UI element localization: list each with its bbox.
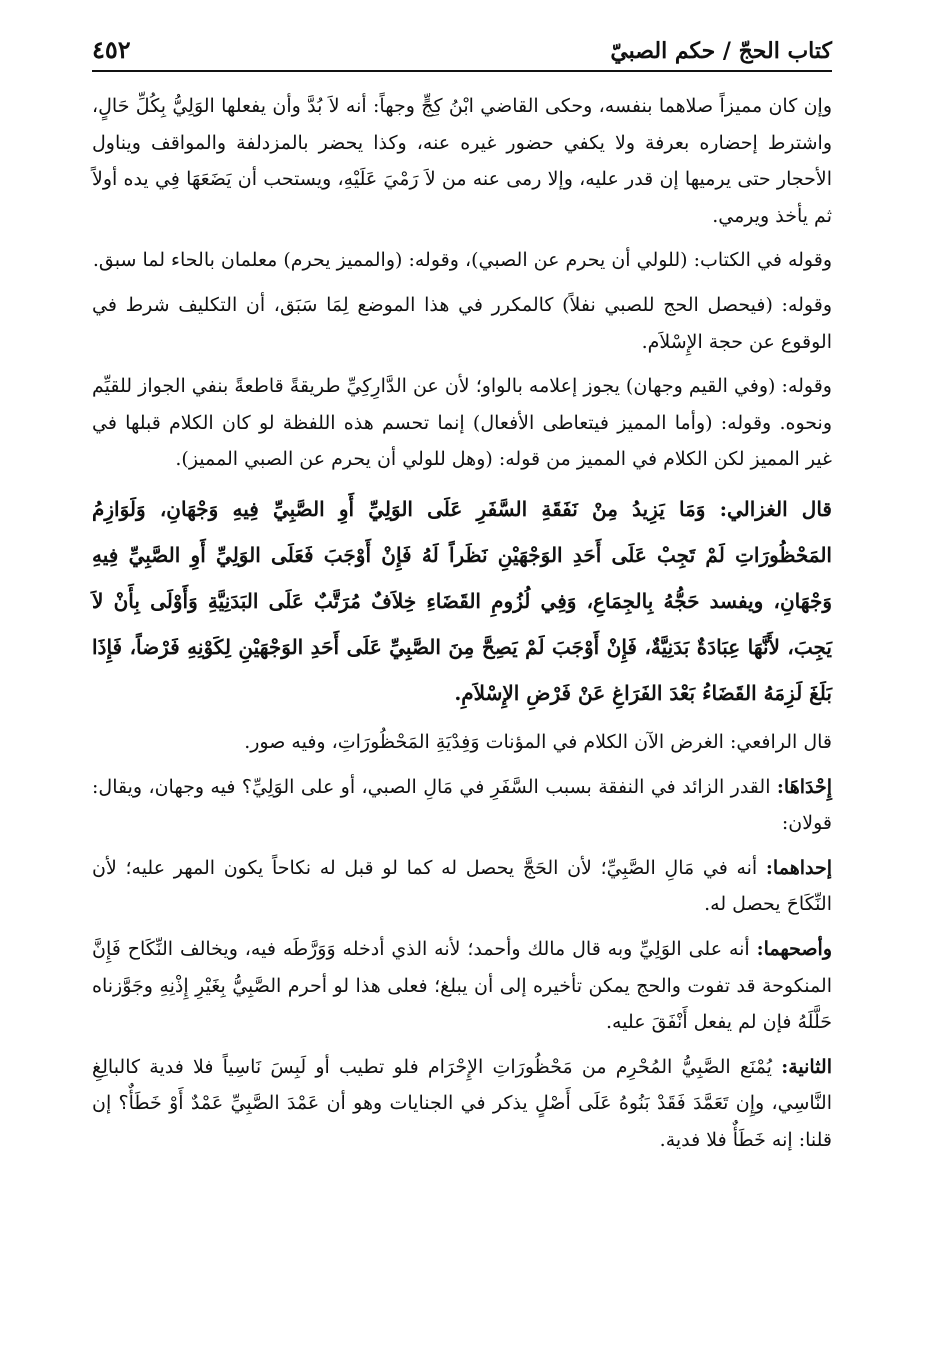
page-header: [92, 28, 832, 72]
paragraph-8: [92, 850, 832, 923]
paragraph-text: القدر الزائد في النفقة بسبب السَّفَرِ في مَالِ الصبي، أو على الوَلِيِّ؟ فيه وجهان، ويقال: قولان:: [92, 775, 832, 835]
running-title: كتاب الحجّ / حكم الصبيّ: [610, 38, 832, 64]
paragraph-9: [92, 931, 832, 1041]
paragraph-text: وقوله: (فيحصل الحج للصبي نفلاً) كالمكرر في هذا الموضع لِمَا سَبَق، أن التكليف شرط في الوقوع عن حجة الإِسْلاَم.: [92, 293, 832, 353]
paragraph-lead: إحداهما:: [765, 856, 832, 879]
page-number: ٤٥٢: [92, 35, 131, 64]
paragraph-lead: الثانية:: [781, 1055, 832, 1078]
paragraph-text: وإن كان مميزاً صلاهما بنفسه، وحكى القاضي ابْنُ كِجٍّ وجهاً: أنه لاَ بُدَّ وأن يفعلها الوَلِيُّ بِكُلِّ حَالٍ، واشترط إحضاره بعرفة ولا يكفي حضور غيره عنه، وكذا يحضر بالمزدلفة والمواقف ويناول الأحجار حتى يرميها إن قدر عليه، وإلا رمى عنه من لاَ رَمْيَ عَلَيْهِ، ويستحب أن يَضَعَهَا فِي يده أولاً ثم يأخذ ويرمي.: [92, 95, 832, 227]
paragraph-text: وقوله: (وفي القيم وجهان) يجوز إعلامه بالواو؛ لأن عن الدَّارِكِيِّ طريقةً قاطعةً بنفي الجواز للقيِّم ونحوه. وقوله: (وأما المميز فيتعاطى الأفعال) إنما تحسم هذه اللفظة لو كان الكلام قبلها في غير المميز لكن الكلام في المميز من قوله: (وهل للولي أن يحرم عن الصبي المميز).: [92, 375, 832, 471]
paragraph-text: يُمْنَع الصَّبِيُّ المُحْرِم من مَحْظُورَاتِ الإِحْرَام فلو تطيب أو لَبِسَ نَاسِياً فلا فدية كالبالِغِ النَّاسِي، وإِن تَعَمَّدَ فَقَدْ بَنُوهُ عَلَى أَصْلٍ يذكر في الجنايات وهو أن عَمْدَ الصَّبِيِّ عَمْدٌ أَوْ خَطَأٌ؟ إن قلنا: إنه خَطَأٌ فلا فدية.: [92, 1055, 832, 1151]
paragraph-4: [92, 368, 832, 478]
ghazali-quote-paragraph: [92, 486, 832, 716]
paragraph-text: قال الغزالي: وَمَا يَزِيدُ مِنْ نَفَقَةِ السَّفَرِ عَلَى الوَلِيِّ أَوِ الصَّبِيِّ فِيهِ وَجْهَانِ، وَلَوَازِمُ المَحْظُورَاتِ لَمْ تَجِبْ عَلَى أَحَدِ الوَجْهَيْنِ نَظَراً لَهُ فَإِنْ أَوْجَبَ فَعَلَى الوَلِيِّ أَوِ الصَّبِيِّ فِيهِ وَجْهَانِ، ويفسد حَجُّهُ بِالجِمَاعِ، وَفِي لُزُومِ القَضَاءِ خِلاَفٌ مُرَتَّبٌ عَلَى البَدَنِيَّةِ وَأَوْلَى بِأَنْ لاَ يَجِبَ، لأَنَّهَا عِبَادَةٌ بَدَنِيَّةٌ، فَإِنْ أَوْجَبَ لَمْ يَصِحَّ مِنَ الصَّبِيِّ عَلَى أَحَدِ الوَجْهَيْنِ لِكَوْنِهِ فَرْضاً، فَإِذَا بَلَغَ لَزِمَهُ القَضَاءُ بَعْدَ الفَرَاغِ عَنْ فَرْضِ الإِسْلاَمِ.: [92, 496, 832, 705]
paragraph-1: [92, 88, 832, 234]
paragraph-10: [92, 1049, 832, 1159]
page-body: [92, 88, 832, 1166]
paragraph-text: قال الرافعي: الغرض الآن الكلام في المؤنات وَفِدْيَةِ المَحْظُورَاتِ، وفيه صور.: [244, 730, 832, 753]
paragraph-7: [92, 769, 832, 842]
paragraph-2: [92, 242, 832, 279]
paragraph-6: [92, 724, 832, 761]
paragraph-lead: وأصحهما:: [756, 937, 832, 960]
paragraph-3: [92, 287, 832, 360]
paragraph-text: أنه في مَالِ الصَّبِيِّ؛ لأن الحَجَّ يحصل له كما لو قبل له نكاحاً يكون المهر عليه؛ لأن النِّكَاحَ يحصل له.: [92, 856, 832, 916]
paragraph-lead: إِحْدَاهَا:: [776, 775, 832, 798]
paragraph-text: أنه على الوَلِيِّ وبه قال مالك وأحمد؛ لأنه الذي أدخله وَوَرَّطَه فيه، ويخالف النِّكَاح فَإِنَّ المنكوحة قد تفوت والحج يمكن تأخيره إلى أن يبلغ؛ فعلى هذا لو أحرم الصَّبِيُّ بِغَيْرِ إِذْنِهِ وجَوَّزناه حَلَّلَهُ فإن لم يفعل أَنْفَقَ عليه.: [92, 937, 832, 1034]
paragraph-text: وقوله في الكتاب: (للولي أن يحرم عن الصبي)، وقوله: (والمميز يحرم) معلمان بالحاء لما سبق.: [92, 249, 832, 272]
